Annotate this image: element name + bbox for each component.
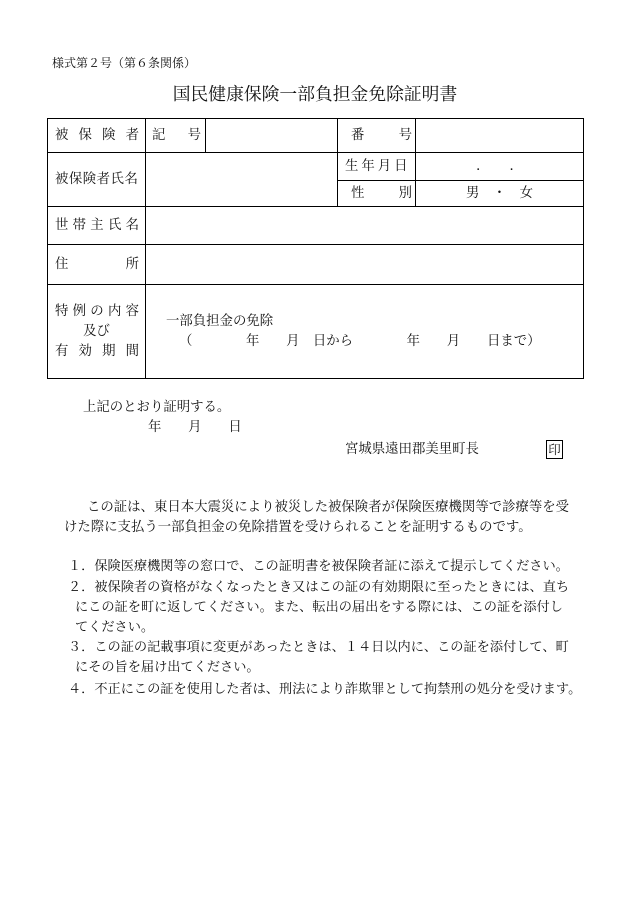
insured-name-field bbox=[146, 153, 338, 207]
special-case-label-cell bbox=[48, 285, 146, 379]
number-label-cell bbox=[338, 119, 416, 153]
number-label: 番 号 bbox=[351, 127, 412, 143]
special-case-content bbox=[146, 285, 584, 379]
address-field bbox=[146, 245, 584, 285]
certificate-table bbox=[47, 118, 584, 379]
issuer-name: 宮城県遠田郡美里町長 bbox=[345, 442, 479, 457]
note-line: ３．この証の記載事項に変更があったときは、１４日以内に、この証を添付して、町 bbox=[68, 640, 569, 655]
sex-options: 男 ・ 女 bbox=[466, 185, 533, 201]
certification-date: 年 月 日 bbox=[148, 420, 242, 435]
note-line: ４．不正にこの証を使用した者は、刑法により詐欺罪として拘禁刑の処分を受けます。 bbox=[68, 682, 582, 697]
note-line: にその旨を届け出てください。 bbox=[75, 660, 260, 675]
insured-label-cell bbox=[48, 119, 146, 153]
special-case-label-line: 及び bbox=[83, 323, 110, 339]
special-case-label-line: 有 効 期 間 bbox=[55, 343, 139, 359]
birth-date-value: ． ． bbox=[476, 158, 523, 174]
form-number: 様式第２号（第６条関係） bbox=[52, 56, 197, 70]
special-case-label-line: 特 例 の 内 容 bbox=[55, 303, 139, 319]
birth-date-label: 生年月日 bbox=[345, 158, 411, 174]
validity-period-text: （ 年 月 日から 年 月 日まで） bbox=[179, 333, 541, 349]
sex-label-cell bbox=[338, 181, 416, 207]
insured-name-label: 被保険者氏名 bbox=[55, 171, 139, 187]
page-title: 国民健康保険一部負担金免除証明書 bbox=[172, 84, 458, 105]
insured-label: 被 保 険 者 bbox=[55, 127, 139, 143]
explanation-line: けた際に支払う一部負担金の免除措置を受けられることを証明するものです。 bbox=[64, 520, 532, 535]
birth-date-field bbox=[416, 153, 584, 181]
certification-statement: 上記のとおり証明する。 bbox=[83, 400, 231, 415]
householder-field bbox=[146, 207, 584, 245]
insured-name-label-cell bbox=[48, 153, 146, 207]
sex-label: 性 別 bbox=[351, 185, 412, 201]
seal-box: 印 bbox=[546, 440, 563, 459]
note-line: にこの証を町に返してください。また、転出の届出をする際には、この証を添付し bbox=[75, 600, 563, 615]
address-label: 住 所 bbox=[55, 256, 139, 272]
note-line: ２．被保険者の資格がなくなったとき又はこの証の有効期限に至ったときには、直ち bbox=[68, 580, 570, 595]
symbol-label: 記 号 bbox=[152, 127, 201, 143]
birth-date-label-cell bbox=[338, 153, 416, 181]
address-label-cell bbox=[48, 245, 146, 285]
exemption-text: 一部負担金の免除 bbox=[166, 313, 274, 329]
householder-label: 世 帯 主 氏 名 bbox=[55, 217, 139, 233]
sex-field bbox=[416, 181, 584, 207]
note-line: てください。 bbox=[75, 620, 155, 635]
explanation-line: この証は、東日本大震災により被災した被保険者が保険医療機関等で診療等を受 bbox=[87, 500, 570, 515]
symbol-label-cell bbox=[146, 119, 206, 153]
symbol-field bbox=[206, 119, 338, 153]
note-line: １．保険医療機関等の窓口で、この証明書を被保険者証に添えて提示してください。 bbox=[68, 559, 569, 574]
number-field bbox=[416, 119, 584, 153]
householder-label-cell bbox=[48, 207, 146, 245]
